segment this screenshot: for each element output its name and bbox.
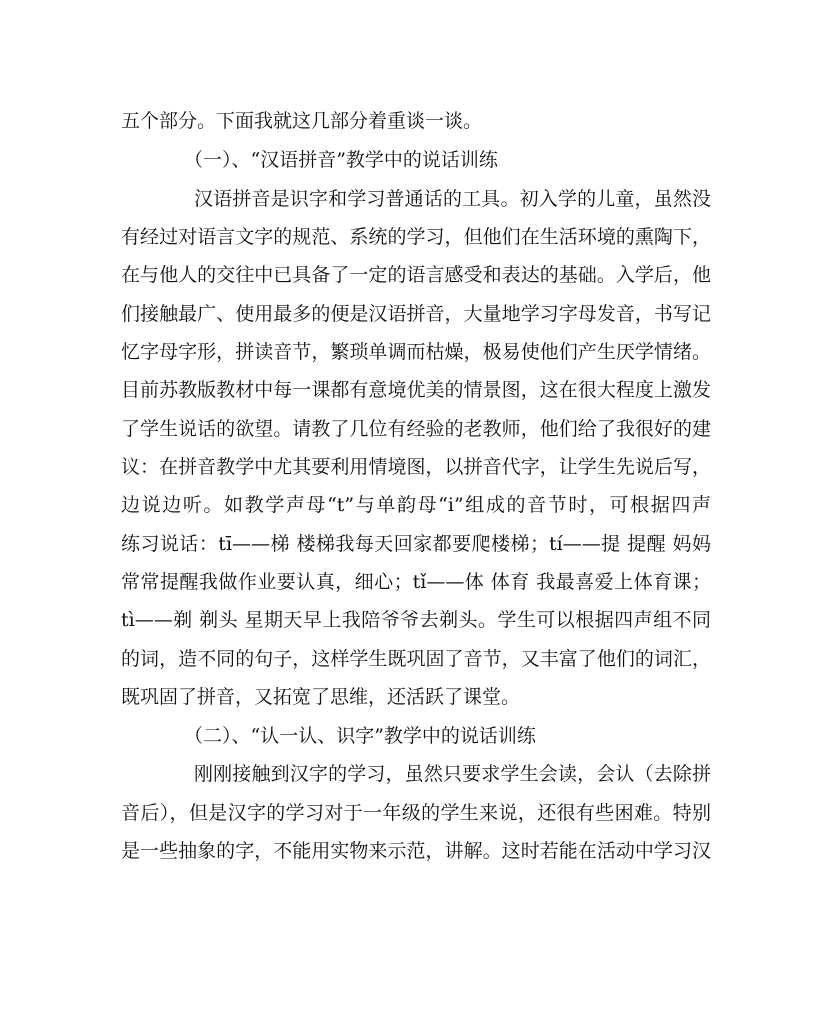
paragraph-line: 五个部分。下面我就这几部分着重谈一谈。 — [121, 110, 483, 132]
paragraph-line: 了学生说话的欲望。请教了几位有经验的老教师，他们给了我很好的建 — [121, 418, 711, 440]
paragraph-line: 的词，造不同的句子，这样学生既巩固了音节，又丰富了他们的词汇， — [121, 648, 711, 670]
paragraph-line: tì——剃 剃头 星期天早上我陪爷爷去剃头。学生可以根据四声组不同 — [121, 609, 711, 631]
paragraph-line: 目前苏教版教材中每一课都有意境优美的情景图，这在很大程度上激发 — [121, 379, 711, 401]
section-heading-2: （二）、“认一认、识字”教学中的说话训练 — [184, 725, 536, 747]
paragraph-line: 忆字母字形，拼读音节，繁琐单调而枯燥，极易使他们产生厌学情绪。 — [121, 341, 711, 363]
paragraph-line: 议：在拼音教学中尤其要利用情境图，以拼音代字，让学生先说后写， — [121, 456, 711, 478]
paragraph-line: 们接触最广、使用最多的便是汉语拼音，大量地学习字母发音，书写记 — [121, 303, 711, 325]
paragraph-line: 在与他人的交往中已具备了一定的语言感受和表达的基础。入学后，他 — [121, 264, 711, 286]
paragraph-line: 是一些抽象的字，不能用实物来示范，讲解。这时若能在活动中学习汉 — [121, 840, 711, 862]
paragraph-line: 刚刚接触到汉字的学习，虽然只要求学生会读，会认（去除拼 — [194, 763, 711, 785]
paragraph-line: 练习说话：tī——梯 楼梯我每天回家都要爬楼梯；tí——提 提醒 妈妈 — [121, 533, 711, 555]
paragraph-line: 汉语拼音是识字和学习普通话的工具。初入学的儿童，虽然没 — [194, 188, 711, 210]
section-heading-1: （一）、“汉语拼音”教学中的说话训练 — [184, 149, 498, 171]
paragraph-line: 音后），但是汉字的学习对于一年级的学生来说，还很有些困难。特别 — [121, 802, 711, 824]
paragraph-line: 常常提醒我做作业要认真，细心；tǐ——体 体育 我最喜爱上体育课； — [121, 571, 711, 593]
paragraph-line: 既巩固了拼音，又拓宽了思维，还活跃了课堂。 — [121, 686, 521, 708]
paragraph-line: 边说边听。如教学声母“t”与单韵母“i”组成的音节时，可根据四声 — [121, 494, 711, 516]
paragraph-line: 有经过对语言文字的规范、系统的学习，但他们在生活环境的熏陶下， — [121, 226, 711, 248]
